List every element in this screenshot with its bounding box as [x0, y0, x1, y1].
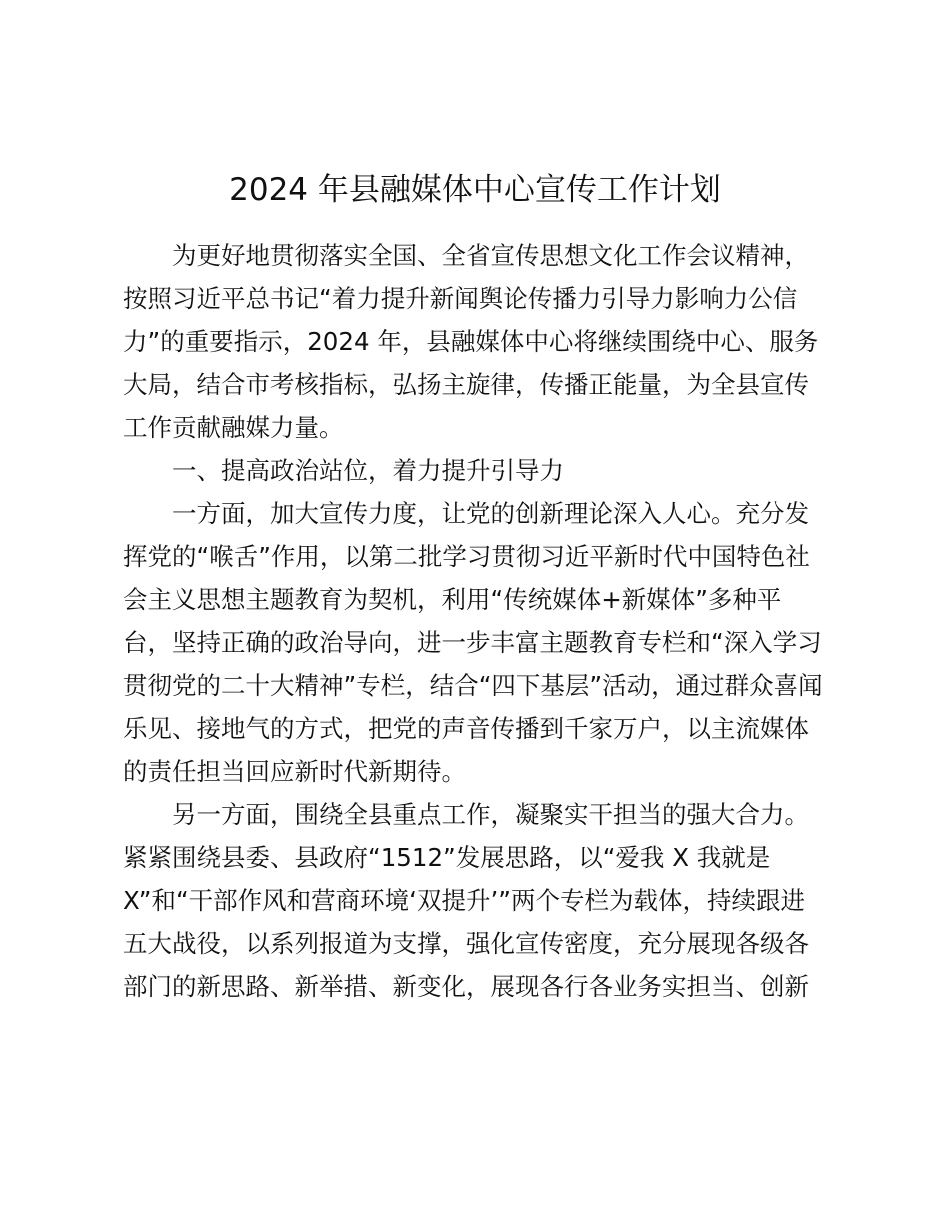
text-line: 的责任担当回应新时代新期待。: [123, 757, 466, 786]
text-line: 一方面，加大宣传力度，让党的创新理论深入人心。充分发: [172, 499, 809, 528]
text-line: 另一方面，围绕全县重点工作，凝聚实干担当的强大合力。: [172, 800, 809, 829]
text-line: 大局，结合市考核指标，弘扬主旋律，传播正能量，为全县宣传: [123, 370, 809, 399]
text-line: 会主义思想主题教育为契机，利用“传统媒体+新媒体”多种平: [123, 585, 782, 614]
paragraph-second-aspect: [123, 793, 843, 1008]
text-line: 贯彻党的二十大精神”专栏，结合“四下基层”活动，通过群众喜闻: [123, 671, 823, 700]
paragraph-first-aspect: [123, 492, 843, 793]
text-line: 工作贡献融媒力量。: [123, 413, 344, 442]
text-line: 五大战役，以系列报道为支撑，强化宣传密度，充分展现各级各: [123, 929, 809, 958]
document-title: 2024 年县融媒体中心宣传工作计划: [229, 172, 721, 208]
text-line: 挥党的“喉舌”作用，以第二批学习贯彻习近平新时代中国特色社: [123, 542, 810, 571]
text-line: 部门的新思路、新举措、新变化，展现各行各业务实担当、创新: [123, 972, 809, 1001]
text-line: X”和“干部作风和营商环境‘双提升’”两个专栏为载体，持续跟进: [123, 886, 805, 915]
text-line: 为更好地贯彻落实全国、全省宣传思想文化工作会议精神，: [172, 241, 809, 270]
text-line: 按照习近平总书记“着力提升新闻舆论传播力引导力影响力公信: [123, 284, 798, 313]
text-line: 台，坚持正确的政治导向，进一步丰富主题教育专栏和“深入学习: [123, 628, 822, 657]
text-line: 乐见、接地气的方式，把党的声音传播到千家万户，以主流媒体: [123, 714, 809, 743]
paragraph-intro: [123, 234, 843, 449]
text-line: 力”的重要指示，2024 年，县融媒体中心将继续围绕中心、服务: [123, 327, 819, 356]
document-body: [123, 234, 843, 1008]
section-heading: [123, 449, 843, 492]
heading-line: 一、提高政治站位，着力提升引导力: [172, 456, 564, 485]
text-line: 紧紧围绕县委、县政府“1512”发展思路，以“爱我 X 我就是: [123, 843, 771, 872]
